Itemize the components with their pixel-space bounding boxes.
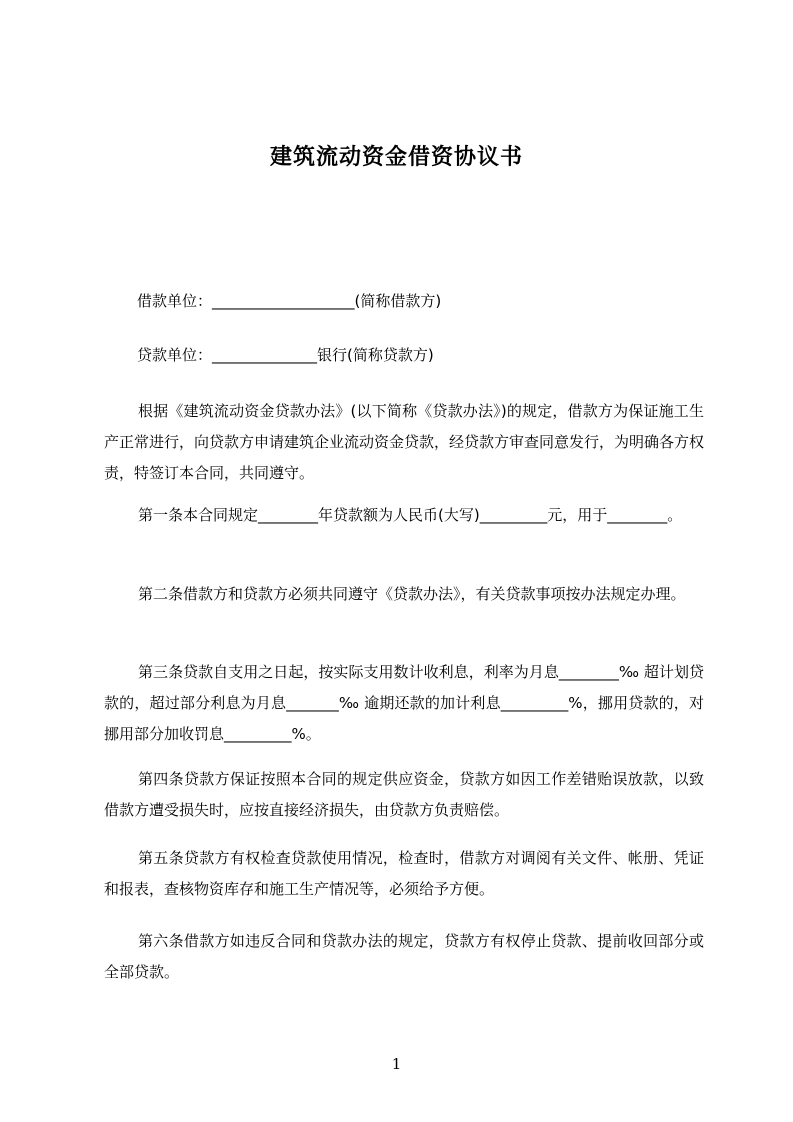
article-4-paragraph: 第四条贷款方保证按照本合同的规定供应资金，贷款方如因工作差错贻误放款，以致借款方遭受损失时，应按直接经济损失，由贷款方负责赔偿。	[104, 770, 704, 819]
lender-line: 贷款单位：______________银行(简称贷款方)	[137, 346, 434, 364]
article-1-paragraph: 第一条本合同规定________年贷款额为人民币(大写)_________元，用于________。	[138, 506, 683, 524]
article-3-paragraph: 第三条贷款自支用之日起，按实际支用数计收利息，利率为月息________‰ 超计划贷款的，超过部分利息为月息_______‰ 逾期还款的加计利息_________%，挪用贷款的，对挪用部分加收罚息_________%。	[104, 663, 704, 743]
preamble-paragraph: 根据《建筑流动资金贷款办法》(以下简称《贷款办法》)的规定，借款方为保证施工生产正常进行，向贷款方申请建筑企业流动资金贷款，经贷款方审查同意发行，为明确各方权责，特签订本合同，共同遵守。	[104, 402, 705, 482]
article-5-paragraph: 第五条贷款方有权检查贷款使用情况，检查时，借款方对调阅有关文件、帐册、凭证和报表，查核物资库存和施工生产情况等，必须给予方便。	[104, 849, 704, 898]
article-6-paragraph: 第六条借款方如违反合同和贷款办法的规定，贷款方有权停止贷款、提前收回部分或全部贷款。	[104, 932, 704, 981]
document-title: 建筑流动资金借资协议书	[269, 145, 523, 170]
page-number: 1	[391, 1055, 402, 1073]
article-2-paragraph: 第二条借款方和贷款方必须共同遵守《贷款办法》，有关贷款事项按办法规定办理。	[138, 585, 686, 603]
borrower-line: 借款单位：___________________(简称借款方)	[137, 292, 442, 310]
